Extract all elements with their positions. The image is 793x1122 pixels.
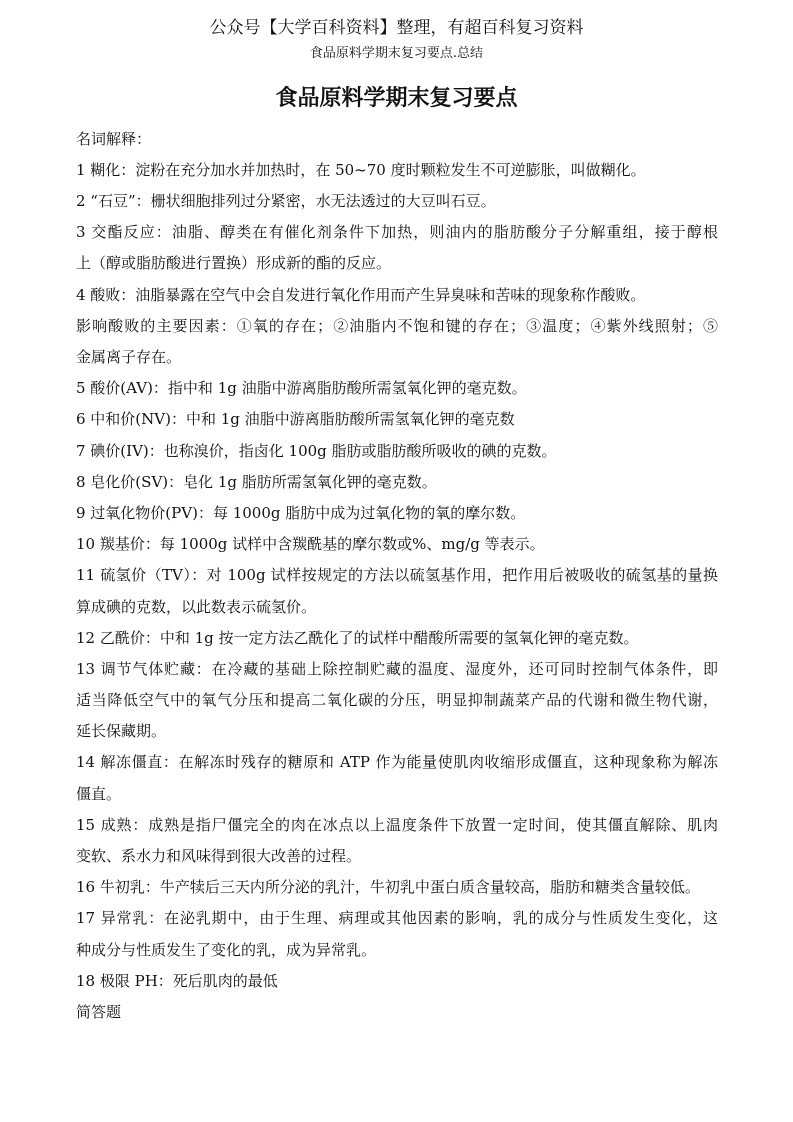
paragraph (76, 966, 718, 997)
text-line: 17 异常乳：在泌乳期中，由于生理、病理或其他因素的影响，乳的成分与性质发生变化，这 (76, 909, 718, 928)
text-line: 算成碘的克数，以此数表示硫氢价。 (76, 597, 317, 616)
text-line: 上（醇或脂肪酸进行置换）形成新的酯的反应。 (76, 254, 392, 273)
text-line: 2 “石豆”：栅状细胞排列过分紧密，水无法透过的大豆叫石豆。 (76, 191, 496, 210)
text-line: 适当降低空气中的氧气分压和提高二氧化碳的分压，明显抑制蔬菜产品的代谢和微生物代谢， (76, 691, 718, 710)
text-line: 4 酸败：油脂暴露在空气中会自发进行氧化作用而产生异臭味和苦味的现象称作酸败。 (76, 285, 646, 304)
text-line: 延长保藏期。 (76, 722, 167, 741)
paragraph (76, 404, 718, 435)
text-line: 10 羰基价：每 1000g 试样中含羰酰基的摩尔数或%、mg/g 等表示。 (76, 535, 545, 554)
text-line: 种成分与性质发生了变化的乳，成为异常乳。 (76, 940, 377, 959)
text-line: 7 碘价(IV)：也称溴价，指卤化 100g 脂肪或脂肪酸所吸收的碘的克数。 (76, 441, 557, 460)
paragraph (76, 654, 718, 748)
paragraph (76, 373, 718, 404)
paragraph (76, 997, 718, 1028)
document-body (76, 124, 718, 1029)
text-line: 简答题 (76, 1003, 122, 1022)
paragraph (76, 903, 718, 965)
text-line: 11 硫氢价（TV）：对 100g 试样按规定的方法以硫氢基作用，把作用后被吸收的硫氢基的量换 (76, 566, 718, 585)
paragraph (76, 186, 718, 217)
paragraph (76, 155, 718, 186)
paragraph (76, 810, 718, 872)
paragraph (76, 217, 718, 279)
text-line: 13 调节气体贮藏：在冷藏的基础上除控制贮藏的温度、湿度外，还可同时控制气体条件，即 (76, 659, 718, 678)
text-line: 名词解释： (76, 129, 152, 148)
text-line: 僵直。 (76, 784, 122, 803)
paragraph (76, 529, 718, 560)
paragraph (76, 436, 718, 467)
page-title: 食品原料学期末复习要点 (275, 85, 518, 111)
paragraph (76, 872, 718, 903)
paragraph (76, 623, 718, 654)
text-line: 变软、系水力和风味得到很大改善的过程。 (76, 847, 362, 866)
text-line: 18 极限 PH：死后肌肉的最低 (76, 971, 278, 990)
text-line: 14 解冻僵直：在解冻时残存的糖原和 ATP 作为能量使肌肉收缩形成僵直，这种现象称为解冻 (76, 753, 718, 772)
text-line: 16 牛初乳：牛产犊后三天内所分泌的乳汁，牛初乳中蛋白质含量较高，脂肪和糖类含量较低。 (76, 878, 700, 897)
text-line: 1 糊化：淀粉在充分加水并加热时，在 50~70 度时颗粒发生不可逆膨胀，叫做糊化。 (76, 160, 646, 179)
paragraph (76, 311, 718, 373)
text-line: 5 酸价(AV)：指中和 1g 油脂中游离脂肪酸所需氢氧化钾的毫克数。 (76, 379, 527, 398)
text-line: 15 成熟：成熟是指尸僵完全的肉在冰点以上温度条件下放置一定时间，使其僵直解除、肌肉 (76, 815, 718, 834)
paragraph (76, 280, 718, 311)
watermark-header: 公众号【大学百科资料】整理，有超百科复习资料 (209, 18, 584, 38)
paragraph (76, 467, 718, 498)
text-line: 6 中和价(NV)：中和 1g 油脂中游离脂肪酸所需氢氧化钾的毫克数 (76, 410, 515, 429)
paragraph (76, 747, 718, 809)
text-line: 影响酸败的主要因素：①氧的存在；②油脂内不饱和键的存在；③温度；④紫外线照射；⑤ (76, 316, 718, 335)
paragraph (76, 498, 718, 529)
text-line: 12 乙酰价：中和 1g 按一定方法乙酰化了的试样中醋酸所需要的氢氧化钾的毫克数。 (76, 628, 639, 647)
document-subtitle: 食品原料学期末复习要点.总结 (309, 46, 484, 61)
text-line: 3 交酯反应：油脂、醇类在有催化剂条件下加热，则油内的脂肪酸分子分解重组，接于醇根 (76, 223, 718, 242)
paragraph (76, 560, 718, 622)
paragraph (76, 124, 718, 155)
text-line: 9 过氧化物价(PV)：每 1000g 脂肪中成为过氧化物的氧的摩尔数。 (76, 503, 526, 522)
text-line: 金属离子存在。 (76, 347, 182, 366)
text-line: 8 皂化价(SV)：皂化 1g 脂肪所需氢氧化钾的毫克数。 (76, 472, 437, 491)
